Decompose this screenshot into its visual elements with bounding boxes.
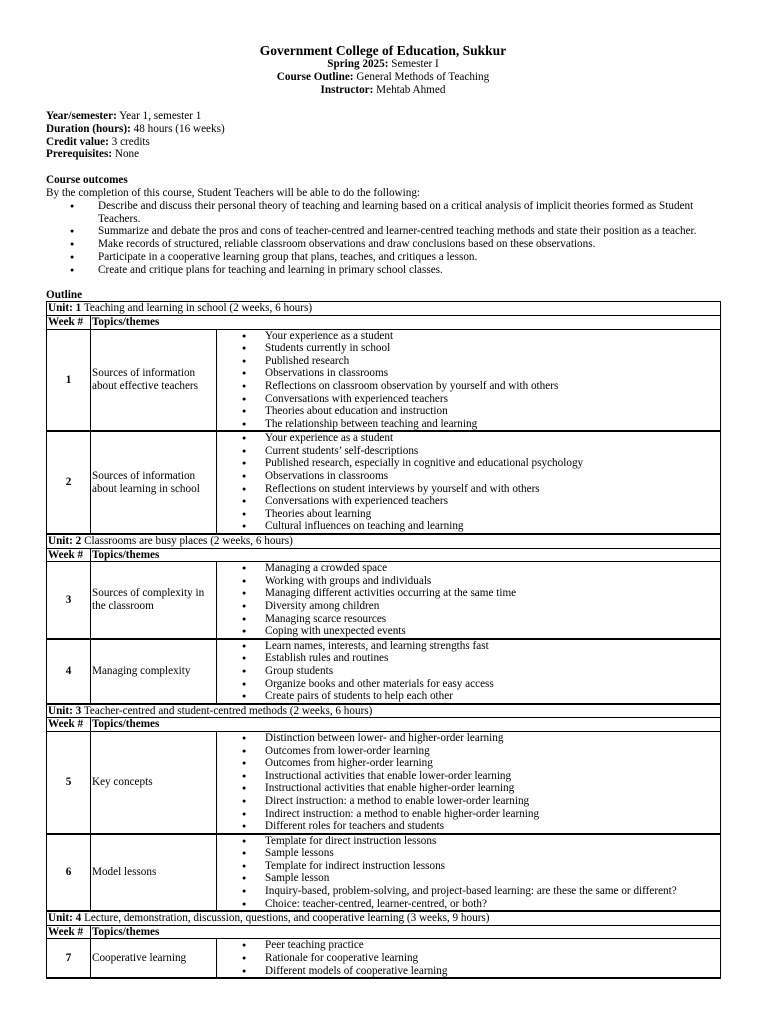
unit-title-cell (47, 911, 721, 925)
week-items-cell (217, 431, 721, 534)
table-row (47, 431, 721, 534)
outline-heading: Outline (46, 288, 83, 301)
meta-value: None (114, 148, 140, 161)
list-item: ● Inquiry-based, problem-solving, and project-based learning: are these the same or different? (217, 885, 720, 898)
list-item: ● Participate in a cooperative learning group that plans, teaches, and critiques a lesson. (46, 251, 720, 264)
week-topic: Sources of complexity in the classroom (91, 562, 217, 639)
unit-row (47, 534, 721, 548)
term-label: Spring 2025: (327, 58, 389, 70)
list-item: ● The relationship between teaching and learning (217, 418, 720, 431)
unit-label: Unit: 4 (48, 912, 82, 925)
list-item: ● Different roles for teachers and students (217, 820, 720, 833)
list-item: ● Create pairs of students to help each other (217, 690, 720, 703)
week-column-header: Week # (47, 315, 91, 329)
week-topic: Cooperative learning (91, 939, 217, 978)
list-item: ● Your experience as a student (217, 432, 720, 445)
list-item: ● Outcomes from lower-order learning (217, 745, 720, 758)
list-item: ● Managing a crowded space (217, 562, 720, 575)
week-items-cell (217, 939, 721, 978)
week-items-list (217, 640, 720, 703)
unit-title: Teaching and learning in school (2 weeks, 6 hours) (83, 302, 313, 315)
list-item: ● Conversations with experienced teachers (217, 393, 720, 406)
list-item: ● Working with groups and individuals (217, 575, 720, 588)
table-row (47, 939, 721, 978)
topics-column-header: Topics/themes (91, 548, 721, 562)
column-header-row (47, 718, 721, 732)
list-item: ● Reflections on classroom observation by yourself and with others (217, 380, 720, 393)
list-item: ● Describe and discuss their personal theory of teaching and learning based on a critical analysis of implicit theories formed as Student Teachers. (46, 200, 720, 226)
week-number: 1 (47, 329, 91, 431)
instructor-label: Instructor: (320, 84, 374, 96)
list-item: ● Distinction between lower- and higher-order learning (217, 732, 720, 745)
week-number: 7 (47, 939, 91, 978)
outcomes-intro: By the completion of this course, Student Teachers will be able to do the following: (46, 186, 421, 199)
list-item: ● Make records of structured, reliable classroom observations and draw conclusions based on these observations. (46, 238, 720, 251)
list-item: ● Establish rules and routines (217, 652, 720, 665)
meta-label: Year/semester: (46, 110, 117, 122)
table-row (47, 731, 721, 833)
list-item: ● Published research, especially in cognitive and educational psychology (217, 457, 720, 470)
week-column-header: Week # (47, 925, 91, 939)
meta-row (46, 148, 720, 161)
list-item: ● Direct instruction: a method to enable lower-order learning (217, 795, 720, 808)
meta-label: Duration (hours): (46, 122, 131, 135)
list-item: ● Template for direct instruction lessons (217, 835, 720, 848)
list-item: ● Sample lesson (217, 872, 720, 885)
week-items-list (217, 732, 720, 833)
list-item: ● Managing scarce resources (217, 613, 720, 626)
list-item: ● Managing different activities occurring at the same time (217, 587, 720, 600)
topics-column-header: Topics/themes (91, 925, 721, 939)
topics-column-header: Topics/themes (91, 718, 721, 732)
term-line (46, 58, 720, 71)
unit-title: Classrooms are busy places (2 weeks, 6 hours) (84, 535, 293, 548)
list-item: ● Your experience as a student (217, 330, 720, 343)
week-topic: Sources of information about effective teachers (91, 329, 217, 431)
list-item: ● Choice: teacher-centred, learner-centred, or both? (217, 898, 720, 911)
week-topic: Sources of information about learning in school (91, 431, 217, 534)
week-items-cell (217, 329, 721, 431)
unit-title-cell (47, 704, 721, 718)
list-item: ● Template for indirect instruction lessons (217, 860, 720, 873)
list-item: ● Theories about learning (217, 508, 720, 521)
week-number: 5 (47, 731, 91, 833)
list-item: ● Organize books and other materials for easy access (217, 678, 720, 691)
outcomes-heading: Course outcomes (46, 174, 128, 187)
meta-row (46, 123, 720, 136)
week-items-cell (217, 731, 721, 833)
course-line (46, 71, 720, 84)
week-topic: Model lessons (91, 834, 217, 912)
institution-title: Government College of Education, Sukkur (259, 43, 507, 58)
topics-column-header: Topics/themes (91, 315, 721, 329)
unit-row (47, 911, 721, 925)
meta-value: Year 1, semester 1 (119, 110, 202, 122)
week-column-header: Week # (47, 718, 91, 732)
week-number: 6 (47, 834, 91, 912)
week-topic: Key concepts (91, 731, 217, 833)
list-item: ● Observations in classrooms (217, 470, 720, 483)
unit-title: Lecture, demonstration, discussion, questions, and cooperative learning (3 weeks, 9 hours) (84, 912, 490, 925)
week-topic: Managing complexity (91, 639, 217, 704)
term-value: Semester I (391, 58, 439, 70)
unit-label: Unit: 1 (48, 302, 82, 315)
week-items-list (217, 432, 720, 533)
unit-label: Unit: 2 (48, 535, 82, 548)
list-item: ● Reflections on student interviews by yourself and with others (217, 483, 720, 496)
list-item: ● Peer teaching practice (217, 939, 720, 952)
instructor-line (46, 84, 720, 97)
week-column-header: Week # (47, 548, 91, 562)
week-items-list (217, 835, 720, 911)
meta-value: 3 credits (111, 135, 150, 148)
list-item: ● Instructional activities that enable higher-order learning (217, 782, 720, 795)
week-items-list (217, 330, 720, 431)
list-item: ● Learn names, interests, and learning strengths fast (217, 640, 720, 653)
list-item: ● Diversity among children (217, 600, 720, 613)
week-items-list (217, 939, 720, 977)
column-header-row (47, 548, 721, 562)
meta-row (46, 110, 720, 123)
week-items-list (217, 562, 720, 638)
meta-label: Credit value: (46, 135, 109, 148)
list-item: ● Observations in classrooms (217, 367, 720, 380)
list-item: ● Outcomes from higher-order learning (217, 757, 720, 770)
list-item: ● Students currently in school (217, 342, 720, 355)
document-page (46, 43, 720, 979)
unit-row (47, 302, 721, 316)
list-item: ● Group students (217, 665, 720, 678)
instructor-value: Mehtab Ahmed (376, 84, 446, 96)
week-number: 2 (47, 431, 91, 534)
list-item: ● Sample lessons (217, 847, 720, 860)
list-item: ● Create and critique plans for teaching and learning in primary school classes. (46, 264, 720, 277)
list-item: ● Theories about education and instruction (217, 405, 720, 418)
table-row (47, 562, 721, 639)
unit-title-cell (47, 534, 721, 548)
week-number: 3 (47, 562, 91, 639)
outline-table (46, 301, 721, 979)
column-header-row (47, 315, 721, 329)
unit-label: Unit: 3 (48, 704, 82, 717)
week-items-cell (217, 639, 721, 704)
list-item: ● Conversations with experienced teachers (217, 495, 720, 508)
list-item: ● Different models of cooperative learning (217, 965, 720, 978)
week-number: 4 (47, 639, 91, 704)
meta-label: Prerequisites: (46, 148, 113, 161)
list-item: ● Current students’ self-descriptions (217, 445, 720, 458)
outcomes-list (46, 200, 720, 277)
unit-title: Teacher-centred and student-centred methods (2 weeks, 6 hours) (83, 704, 373, 717)
list-item: ● Coping with unexpected events (217, 625, 720, 638)
course-meta (46, 110, 720, 161)
course-label: Course Outline: (276, 71, 354, 83)
list-item: ● Instructional activities that enable lower-order learning (217, 770, 720, 783)
list-item: ● Cultural influences on teaching and learning (217, 520, 720, 533)
list-item: ● Summarize and debate the pros and cons of teacher-centred and learner-centred teaching methods and state their position as a teacher. (46, 225, 720, 238)
course-value: General Methods of Teaching (356, 71, 490, 83)
list-item: ● Indirect instruction: a method to enable higher-order learning (217, 808, 720, 821)
document-header (46, 43, 720, 97)
table-row (47, 834, 721, 912)
table-row (47, 639, 721, 704)
unit-title-cell (47, 302, 721, 316)
meta-value: 48 hours (16 weeks) (133, 122, 225, 135)
week-items-cell (217, 834, 721, 912)
column-header-row (47, 925, 721, 939)
week-items-cell (217, 562, 721, 639)
unit-row (47, 704, 721, 718)
list-item: ● Rationale for cooperative learning (217, 952, 720, 965)
meta-row (46, 136, 720, 149)
table-row (47, 329, 721, 431)
list-item: ● Published research (217, 355, 720, 368)
